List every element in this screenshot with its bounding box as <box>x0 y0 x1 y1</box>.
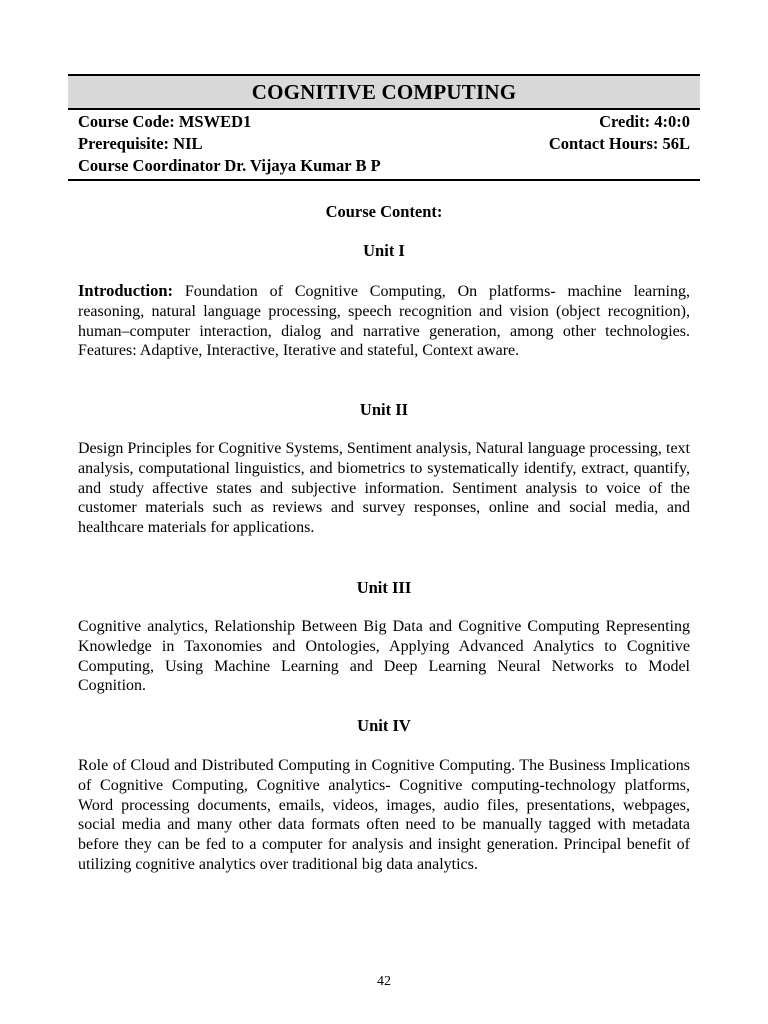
unit-1-lead: Introduction: <box>78 281 174 300</box>
unit-4-heading: Unit IV <box>357 716 411 735</box>
unit-1-paragraph <box>78 281 690 361</box>
info-row-prerequisite-hours <box>78 133 690 155</box>
unit-1-text: Foundation of Cognitive Computing, On platforms- machine learning, reasoning, natural language processing, speech recognition and vision (object recognition), human–computer interaction, dialog and narrative generation, among other technologies. Features: Adaptive, Interactive, Iterative and stateful, Context aware. <box>78 283 690 360</box>
course-coordinator: Course Coordinator Dr. Vijaya Kumar B P <box>78 156 381 175</box>
unit-2-paragraph: Design Principles for Cognitive Systems, Sentiment analysis, Natural language processing, text analysis, computational linguistics, and biometrics to systematically identify, extract, quantify, and study affective states and subjective information. Sentiment analysis to voice of the customer materials such as reviews and survey responses, online and social media, and healthcare materials for applications. <box>78 440 690 537</box>
course-prerequisite: Prerequisite: NIL <box>78 134 203 153</box>
unit-1-heading: Unit I <box>363 241 405 260</box>
page-number: 42 <box>377 974 391 989</box>
info-row-coordinator <box>78 155 690 177</box>
course-info-block <box>68 110 700 181</box>
course-title-bar <box>68 74 700 110</box>
course-code: Course Code: MSWED1 <box>78 112 252 131</box>
course-credit: Credit: 4:0:0 <box>599 112 690 131</box>
contact-hours: Contact Hours: 56L <box>548 134 690 153</box>
info-row-code-credit <box>78 111 690 133</box>
unit-4-paragraph: Role of Cloud and Distributed Computing in Cognitive Computing. The Business Implications of Cognitive Computing, Cognitive analytics- Cognitive computing-technology platforms, Word processing documents, emails, videos, images, audio files, presentations, webpages, social media and many other data formats often need to be manually tagged with metadata before they can be fed to a computer for analysis and insight generation. Principal benefit of utilizing cognitive analytics over traditional big data analytics. <box>78 757 690 873</box>
unit-2-heading: Unit II <box>359 400 409 419</box>
course-content-heading: Course Content: <box>325 202 443 221</box>
unit-3-heading: Unit III <box>356 578 412 597</box>
course-title: COGNITIVE COMPUTING <box>251 79 517 104</box>
unit-3-paragraph: Cognitive analytics, Relationship Between Big Data and Cognitive Computing Representing Knowledge in Taxonomies and Ontologies, Applying Advanced Analytics to Cognitive Computing, Using Machine Learning and Deep Learning Neural Networks to Model Cognition. <box>78 618 690 695</box>
